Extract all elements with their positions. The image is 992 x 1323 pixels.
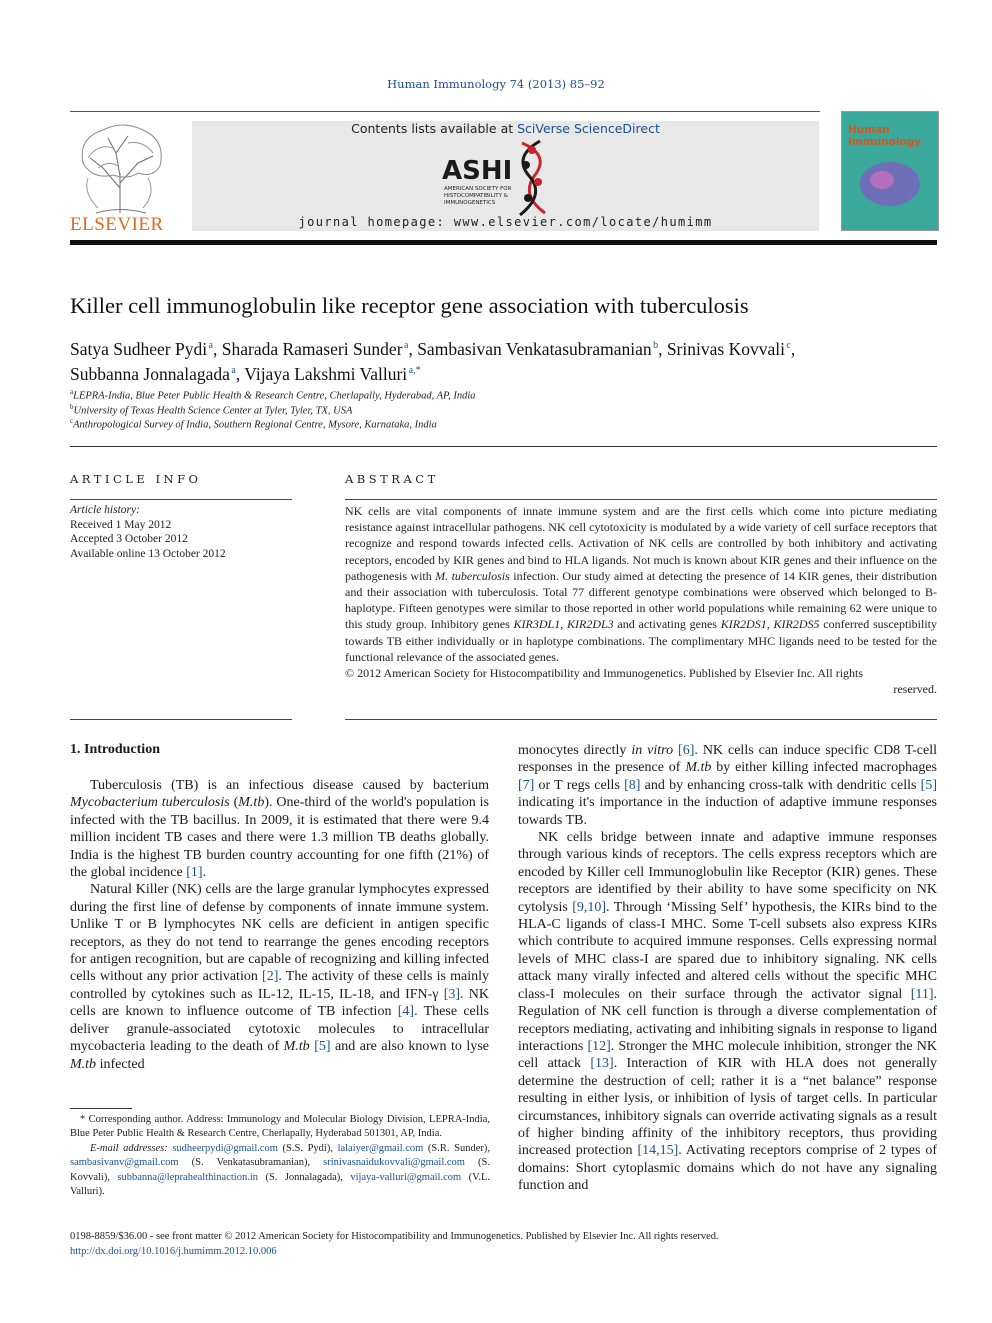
author-affil-mark[interactable]: a xyxy=(231,364,236,376)
italic-text: KIR2DL3 xyxy=(566,617,614,632)
citation-link[interactable]: [12] xyxy=(587,1038,611,1054)
email-link[interactable]: lalaiyer@gmail.com xyxy=(337,1142,424,1154)
online-date: Available online 13 October 2012 xyxy=(70,547,226,560)
accepted-date: Accepted 3 October 2012 xyxy=(70,533,188,546)
authors-line-2: Subbanna Jonnalagada $^a$, Vijaya Lakshmi Valluri $^{a,*}$ xyxy=(70,363,421,384)
svg-text:IMMUNOGENETICS: IMMUNOGENETICS xyxy=(444,200,496,206)
journal-cover-thumbnail xyxy=(841,111,939,231)
header-thick-rule xyxy=(70,240,937,245)
citation-link[interactable]: [9,10] xyxy=(572,899,607,915)
header-rule xyxy=(70,111,820,112)
italic-text: KIR2DS5 xyxy=(773,617,820,632)
abstract-copyright xyxy=(345,665,937,697)
ashi-subtext: AMERICAN SOCIETY FOR xyxy=(444,186,512,192)
affil-mark: a xyxy=(70,388,74,396)
article-title: Killer cell immunoglobulin like receptor gene association with tuberculosis xyxy=(70,293,749,318)
affiliation-c xyxy=(70,417,437,431)
elsevier-logo-text: ELSEVIER xyxy=(70,214,164,235)
email-addresses: E-mail addresses: sudheerpydi@gmail.com (S.S. Pydi), lalaiyer@gmail.com (S.R. Sunder), sambasivanv@gmail.com (S. Venkatasubramanian), srinivasnaidukovvali@gmail.com (S. Kovvali), subbanna@leprahealthinaction.in (S. Jonnalagada), vijaya-valluri@gmail.com (V.L. Valluri). xyxy=(70,1142,491,1198)
sciencedirect-link[interactable]: SciVerse ScienceDirect xyxy=(517,121,660,136)
abstract-text: NK cells are vital components of innate immune system and are the first cells which come into picture mediating resistance against intracellular pathogens. NK cell cytotoxicity is modulated by a wide variety of cell surface receptors that recognize and respond towards infected cells. Activation of NK cells are controlled by both inhibitory and activating receptors, encoded by KIR genes and bind to HLA ligands. Not much is known about KIR genes and their influence on the pathogenesis with M. tuberculosis infection. Our study aimed at detecting the presence of 14 KIR genes, their distribution and their association with tuberculosis. Total 77 different genotype combinations were observed which belonged to B-haplotype. Fifteen genotypes were similar to those reported in other world populations while remaining 62 were unique to this study group. Inhibitory genes KIR3DL1, KIR2DL3 and activating genes KIR2DS1, KIR2DS5 conferred susceptibility towards TB either individually or in haplotype combinations. The complimentary MHC ligands need to be tested for the functional relevance of the associated genes. xyxy=(345,504,938,664)
citation-link[interactable]: [8] xyxy=(624,777,641,793)
email-link[interactable]: sambasivanv@gmail.com xyxy=(70,1157,179,1169)
body-column-right xyxy=(518,742,937,1195)
doi-link[interactable]: http://dx.doi.org/10.1016/j.humimm.2012.10.006 xyxy=(70,1245,277,1257)
abstract-bottom-rule xyxy=(345,719,937,720)
author-name: Srinivas Kovvali xyxy=(666,338,785,359)
italic-text: Mycobacterium tuberculosis xyxy=(70,795,230,811)
paragraph: Natural Killer (NK) cells are the large granular lymphocytes expressed during the first line of defense by components of innate immune system. Unlike T or B lymphocytes NK cells are deficient in antigen specific receptors, as they do not tend to rearrange the genes encoding receptors for antigen recognition, but are capable of recognizing and killing infected cells without any prior activation [2]. The activity of these cells is mainly controlled by cytokines such as IL-12, IL-15, IL-18, and IFN-γ [3]. NK cells are known to influence outcome of TB infection [4]. These cells deliver granule-associated cytotoxic molecules to intracellular mycobacteria leading to the death of M.tb [5] and are also known to lyse M.tb infected xyxy=(70,882,490,1072)
article-info-heading: ARTICLE INFO xyxy=(70,472,202,486)
article-info-rule xyxy=(70,499,292,500)
author-affil-mark[interactable]: b xyxy=(653,340,659,351)
citation-link[interactable]: [3] xyxy=(443,986,461,1002)
affil-text: Anthropological Survey of India, Southern Regional Centre, Mysore, Karnataka, India xyxy=(73,419,437,431)
abstract-rule xyxy=(345,499,937,500)
affiliation-b xyxy=(70,403,352,417)
author-name: Satya Sudheer Pydi xyxy=(70,338,208,359)
contents-line xyxy=(192,121,819,136)
abstract-heading: ABSTRACT xyxy=(345,472,439,486)
footnote xyxy=(70,1113,490,1199)
copyright-text-end: reserved. xyxy=(893,682,937,697)
italic-text: M. tuberculosis xyxy=(435,568,510,583)
contents-prefix: Contents lists available at xyxy=(351,121,518,136)
footnote-rule xyxy=(70,1108,132,1109)
email-link[interactable]: sudheerpydi@gmail.com xyxy=(172,1142,278,1154)
cover-figure xyxy=(850,156,930,211)
svg-text:HISTOCOMPATIBILITY &: HISTOCOMPATIBILITY & xyxy=(444,193,508,199)
paragraph: Tuberculosis (TB) is an infectious disease caused by bacterium Mycobacterium tuberculosis (M.tb). One-third of the world's population is infected with the TB bacillus. In 2009, it is estimated that there were 9.4 million incident TB cases and there were 1.3 million TB deaths globally. India is the highest TB burden country accounting for one fifth (21%) of the global incidence [1]. xyxy=(70,778,489,881)
affil-text: University of Texas Health Science Center at Tyler, Tyler, TX, USA xyxy=(73,405,353,417)
citation-link[interactable]: [5] xyxy=(314,1039,331,1055)
citation-link[interactable]: [6] xyxy=(678,743,695,758)
article-history xyxy=(70,503,226,561)
author-affil-mark[interactable]: c xyxy=(786,340,791,351)
citation-link[interactable]: [13] xyxy=(590,1056,614,1072)
paragraph: NK cells bridge between innate and adaptive immune responses through various kinds of receptors. The cells express receptors which are encoded by Killer cell Immunoglobulin like Receptor (KIR) genes. These receptors are identified by their ability to have some specificity on NK cytolysis [9,10]. Through ‘Missing Self’ hypothesis, the KIRs bind to the HLA-C ligands of class-I MHC. Some T-cell subsets also express KIRs which contribute to acquired immune responses. Cells expressing normal levels of MHC class-I are spared due to inhibitory signaling. NK cells attack many virally infected and altered cells without the specific MHC class-I molecules on their surface through the activator signal [11]. Regulation of NK cell function is through a diverse complementation of receptors mediating, activating and inhibiting signals in response to ligand interactions [12]. Stronger the MHC molecule inhibition, stronger the NK cell attack [13]. Interaction of KIR with HLA does not generally determine the destruction of cell; rather it is a “net balance” response resulting in either lysis, or inhibition of lysis of target cells. In particular circumstances, inhibitory signals can override activating signals as a result of higher binding affinity of the inhibitory receptors, thus providing increased protection [14,15]. Activating receptors comprise of 2 types of domains: Short cytoplasmic domains which do not have any signaling function and xyxy=(518,830,938,1194)
italic-text: in vitro xyxy=(631,743,674,758)
issn-line: 0198-8859/$36.00 - see front matter © 2012 American Society for Histocompatibility and Immunogenetics. Published by Elsevier Inc. All rights reserved. xyxy=(70,1231,719,1242)
journal-citation[interactable]: Human Immunology 74 (2013) 85–92 xyxy=(387,77,605,91)
affil-text: LEPRA-India, Blue Peter Public Health & Research Centre, Cherlapally, Hyderabad, AP, India xyxy=(73,390,476,402)
citation-link[interactable]: [11] xyxy=(910,986,934,1002)
author-name: Sharada Ramaseri Sunder xyxy=(221,338,403,359)
citation-link[interactable]: [5] xyxy=(920,777,937,793)
section-heading-introduction: 1. Introduction xyxy=(70,742,160,757)
ashi-logo-text: ASHI xyxy=(442,156,513,186)
email-link[interactable]: vijaya-valluri@gmail.com xyxy=(350,1171,462,1183)
affil-mark: b xyxy=(70,403,74,411)
citation-link[interactable]: [7] xyxy=(518,777,535,793)
italic-text: M.tb xyxy=(70,1056,97,1072)
article-info-bottom-rule xyxy=(70,719,292,720)
authors-line-1: Satya Sudheer Pydi $^a$, Sharada Ramaseri Sunder $^a$, Sambasivan Venkatasubramanian $^b$, Srinivas Kovvali $^c$, xyxy=(70,338,796,359)
email-link[interactable]: srinivasnaidukovvali@gmail.com xyxy=(323,1157,465,1169)
received-date: Received 1 May 2012 xyxy=(70,518,172,531)
author-name: Sambasivan Venkatasubramanian xyxy=(417,338,652,359)
paragraph: monocytes directly in vitro [6]. NK cells can induce specific CD8 T-cell responses in the presence of M.tb by either killing infected macrophages [7] or T regs cells [8] and by enhancing cross-talk with dendritic cells [5] indicating it's importance in the induction of adaptive immune responses towards TB. xyxy=(518,743,938,828)
corresponding-author-note: * Corresponding author. Address: Immunology and Molecular Biology Division, LEPRA-India, Blue Peter Public Health & Research Centre, Cherlapally, Hyderabad 501301, AP, India. xyxy=(70,1114,490,1140)
copyright-text: © 2012 American Society for Histocompatibility and Immunogenetics. Published by Elsevier Inc. All rights xyxy=(345,666,864,681)
citation-link[interactable]: [1] xyxy=(186,865,203,881)
citation-link[interactable]: [14,15] xyxy=(637,1143,679,1159)
citation-link[interactable]: [4] xyxy=(397,1004,415,1020)
affil-mark: c xyxy=(70,417,74,425)
author-name: Vijaya Lakshmi Valluri xyxy=(244,363,408,384)
italic-text: M.tb xyxy=(685,760,712,776)
ashi-society-logo xyxy=(440,135,570,220)
italic-text: KIR3DL1 xyxy=(513,617,561,632)
italic-text: M.tb xyxy=(283,1039,310,1055)
affiliation-a xyxy=(70,388,476,402)
author-name: Subbanna Jonnalagada xyxy=(70,363,230,384)
author-affil-mark[interactable]: a xyxy=(404,340,409,351)
cover-title: Human Immunology xyxy=(848,124,922,148)
journal-homepage[interactable]: journal homepage: www.elsevier.com/locate/humimm xyxy=(298,215,713,229)
body-column-left xyxy=(70,777,489,1073)
author-affil-mark[interactable]: a,* xyxy=(408,364,421,376)
italic-text: E-mail addresses: xyxy=(90,1142,168,1154)
email-link[interactable]: subbanna@leprahealthinaction.in xyxy=(117,1171,258,1183)
history-label: Article history: xyxy=(70,504,140,516)
italic-text: KIR2DS1 xyxy=(720,617,767,632)
citation-link[interactable]: [2] xyxy=(262,969,279,985)
section-rule xyxy=(70,446,937,447)
page-footer xyxy=(70,1230,719,1259)
italic-text: M.tb xyxy=(238,795,265,811)
author-list xyxy=(70,335,940,385)
abstract-body xyxy=(345,503,937,697)
author-affil-mark[interactable]: a xyxy=(208,340,213,351)
